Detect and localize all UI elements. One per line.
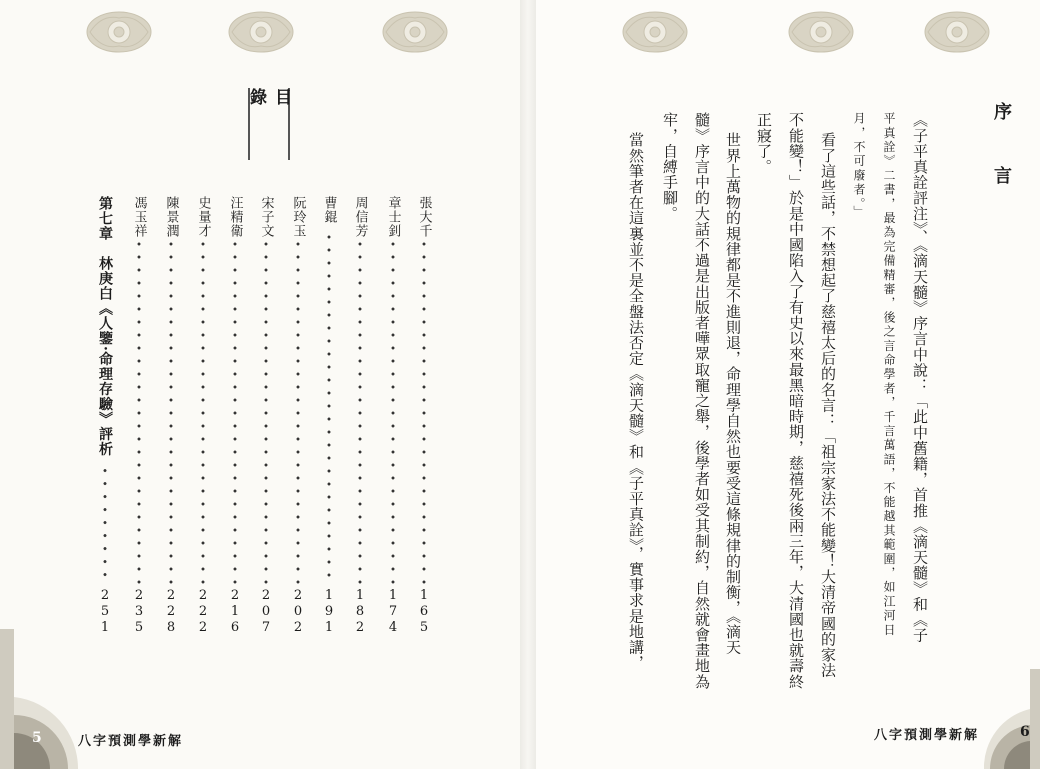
toc-entry-name: 第七章 林庚白《人鑒·命理存驗》評析 <box>97 196 113 457</box>
toc-entry-name: 馮玉祥 <box>131 196 147 238</box>
toc-entry-page: 251 <box>97 588 113 636</box>
leader-dots <box>137 242 141 584</box>
page-number: 6 <box>1020 724 1030 740</box>
preface-title: 序 言 <box>991 102 1012 198</box>
book-gutter <box>520 0 536 769</box>
leader-dots <box>422 242 426 584</box>
toc-entry-chapter[interactable] <box>94 196 116 636</box>
leader-dots <box>233 242 237 584</box>
leader-dots <box>264 242 268 584</box>
leader-dots <box>358 242 362 584</box>
preface-text-column: 不能變！」於是中國陷入了有史以來最黑暗時期，慈禧死後兩三年，大清國也就壽終 <box>787 112 805 690</box>
leader-dots <box>391 242 395 584</box>
leader-dots <box>169 242 173 584</box>
toc-entry-name: 陳景潤 <box>163 196 179 238</box>
toc-entry-page: 202 <box>290 588 306 636</box>
preface-text-column: 看了這些話，不禁想起了慈禧太后的名言：「祖宗家法不能變！大清帝國的家法 <box>819 132 837 678</box>
floral-ornament-icon <box>618 8 692 56</box>
toc-entry-name: 章士釗 <box>385 196 401 238</box>
leader-dots <box>103 461 107 584</box>
leader-dots <box>296 242 300 584</box>
leader-dots <box>327 228 331 584</box>
corner-decoration-icon <box>984 669 1040 769</box>
toc-entry-name: 汪精衛 <box>227 196 243 238</box>
preface-text-column: 月，不可廢者。」 <box>852 112 866 220</box>
toc-entry[interactable] <box>318 196 340 636</box>
preface-text-column: 髓》序言中的大話不過是出版者嘩眾取寵之舉，後學者如受其制約，自然就會畫地為 <box>693 112 711 690</box>
toc-entry-page: 182 <box>352 588 368 636</box>
floral-ornament-icon <box>378 8 452 56</box>
right-page <box>536 0 1040 769</box>
toc-entry-page: 216 <box>227 588 243 636</box>
toc-entry[interactable] <box>349 196 371 636</box>
toc-entry-name: 阮玲玉 <box>290 196 306 238</box>
toc-entry-page: 174 <box>385 588 401 636</box>
preface-text-column: 當然筆者在這裏並不是全盤法否定《滴天髓》和《子平真詮》，實事求是地講， <box>627 132 645 671</box>
preface-text-column: 牢，自縛手腳。 <box>661 112 679 222</box>
toc-entry-name: 史量才 <box>195 196 211 238</box>
toc-entry[interactable] <box>255 196 277 636</box>
preface-text-column: 世界上萬物的規律都是不進則退，命理學自然也要受這條規律的制衡，《滴天 <box>724 132 742 655</box>
toc-entry-page: 222 <box>195 588 211 636</box>
floral-ornament-icon <box>784 8 858 56</box>
preface-text-column: 正寢了。 <box>755 112 773 175</box>
corner-decoration-icon <box>0 629 78 769</box>
preface-text-column: 平真詮》二書，最為完備精審，後之言命學者，千言萬語，不能越其範圍，如江河日 <box>882 112 896 638</box>
toc-entry[interactable] <box>128 196 150 636</box>
toc-entry-page: 165 <box>416 588 432 636</box>
page-number: 5 <box>32 730 42 746</box>
floral-ornament-icon <box>224 8 298 56</box>
toc-entry-name: 周信芳 <box>352 196 368 238</box>
toc-entry[interactable] <box>160 196 182 636</box>
floral-ornament-icon <box>82 8 156 56</box>
book-title: 八字預測學新解 <box>874 728 980 743</box>
toc-entry[interactable] <box>224 196 246 636</box>
toc-entry-page: 235 <box>131 588 147 636</box>
preface-text-column: 《子平真詮評注》、《滴天髓》序言中說：「此中舊籍，首推《滴天髓》和《子 <box>911 112 929 643</box>
toc-entry-page: 228 <box>163 588 179 636</box>
toc-entry[interactable] <box>382 196 404 636</box>
leader-dots <box>201 242 205 584</box>
floral-ornament-icon <box>920 8 994 56</box>
toc-title: 目 錄 <box>248 88 290 160</box>
toc-entry[interactable] <box>287 196 309 636</box>
toc-entry-page: 191 <box>321 588 337 636</box>
book-title: 八字預測學新解 <box>78 734 184 749</box>
toc-entry-page: 207 <box>258 588 274 636</box>
toc-entry-name: 曹錕 <box>321 196 337 224</box>
toc-entry[interactable] <box>192 196 214 636</box>
toc-entry-name: 宋子文 <box>258 196 274 238</box>
toc-entry-name: 張大千 <box>416 196 432 238</box>
toc-entry[interactable] <box>413 196 435 636</box>
